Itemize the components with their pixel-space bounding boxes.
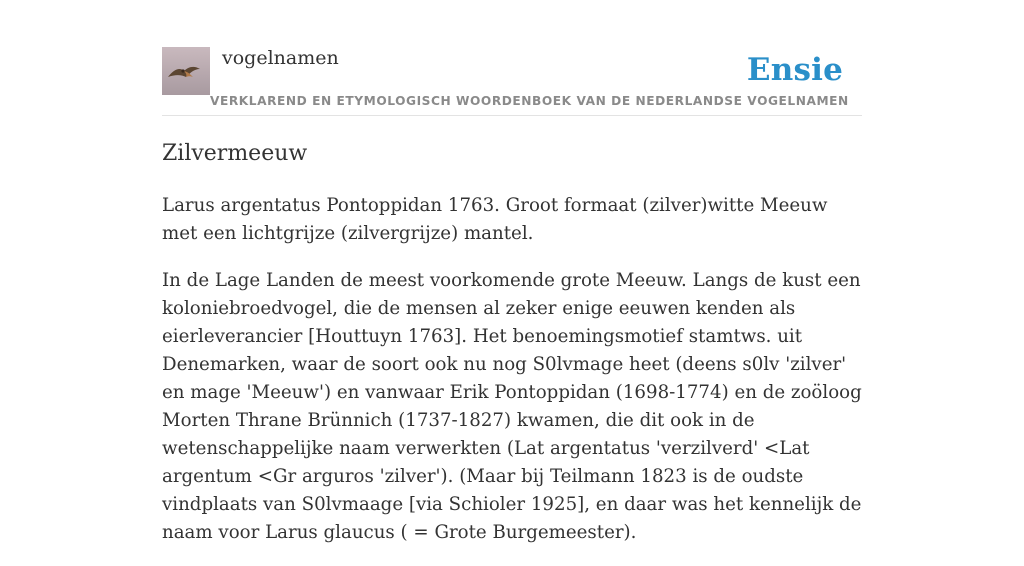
- site-header: [162, 0, 862, 116]
- entry-paragraph: Larus argentatus Pontoppidan 1763. Groot formaat (zilver)witte Meeuw met een lichtgrijze (zilvergrijze) mantel.: [162, 195, 828, 244]
- entry-title: Zilvermeeuw: [162, 141, 308, 166]
- bird-icon: [162, 47, 210, 95]
- entry-content: [162, 192, 862, 566]
- blog-name[interactable]: vogelnamen: [222, 47, 339, 69]
- ensie-logo[interactable]: Ensie: [746, 52, 843, 88]
- entry-paragraph: In de Lage Landen de meest voorkomende grote Meeuw. Langs de kust een koloniebroedvogel, die de mensen al zeker enige eeuwen kenden als eierleverancier [Houttuyn 1763]. Het benoemingsmotief stamtws. uit Denemarken, waar de soort ook nu nog S0lvmage heet (deens s0lv 'zilver' en mage 'Meeuw') en vanwaar Erik Pontoppidan (1698-1774) en de zoöloog Morten Thrane Brünnich (1737-1827) kwamen, die dit ook in de wetenschappelijke naam verwerkten (Lat argentatus 'verzilverd' <Lat argentum <Gr arguros 'zilver'). (Maar bij Teilmann 1823 is de oudste vindplaats van S0lvmaage [via Schioler 1925], en daar was het kennelijk de naam voor Larus glaucus ( = Grote Burgemeester).: [162, 270, 862, 543]
- page: [162, 0, 862, 543]
- bird-photo-avatar[interactable]: [162, 47, 210, 95]
- blog-subtitle: VERKLAREND EN ETYMOLOGISCH WOORDENBOEK VAN DE NEDERLANDSE VOGELNAMEN: [210, 94, 849, 108]
